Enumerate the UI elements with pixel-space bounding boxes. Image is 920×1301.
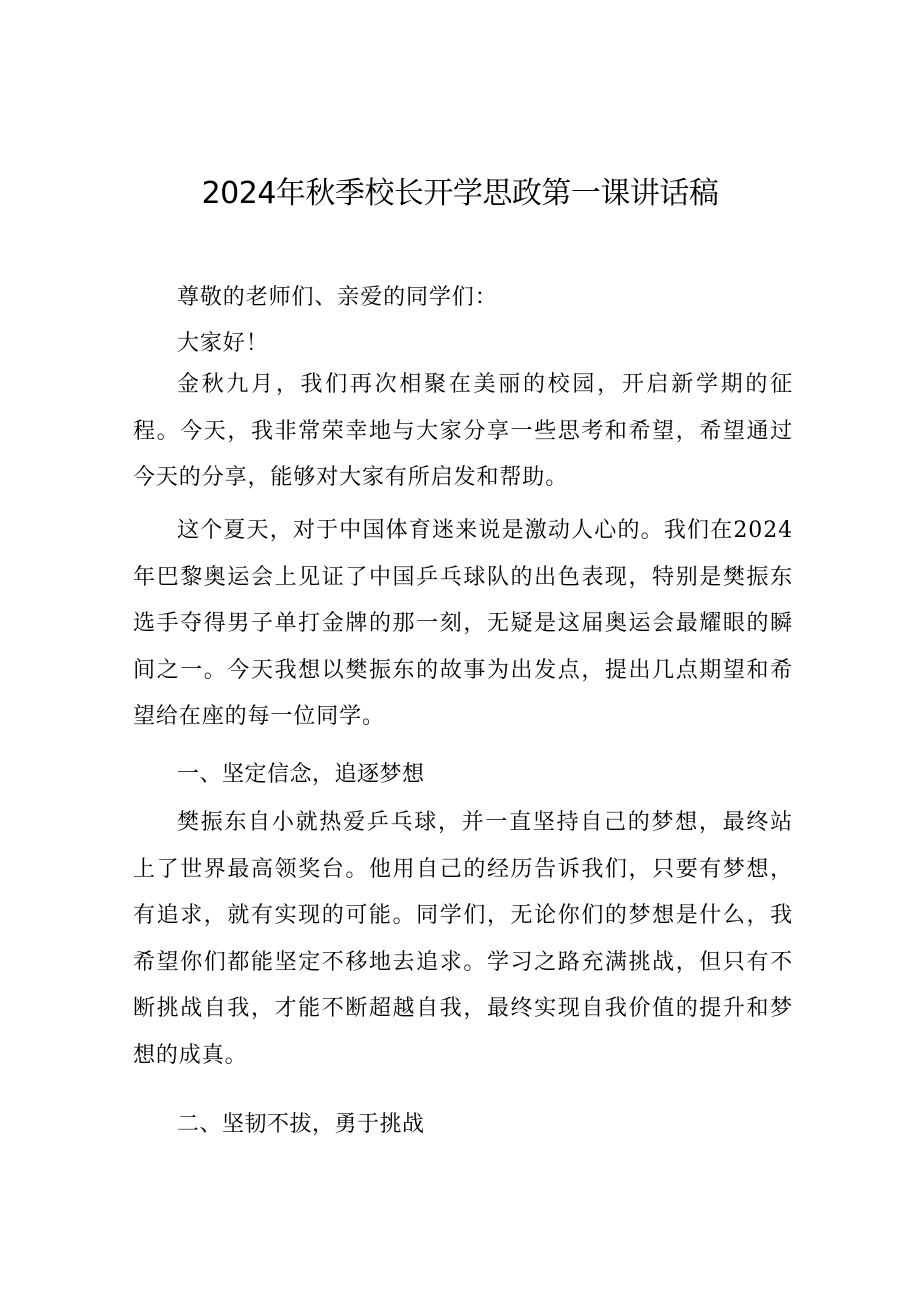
section-heading-2: 二、坚韧不拔，勇于挑战	[177, 1112, 425, 1137]
paragraph-intro: 金秋九月，我们再次相聚在美丽的校园，开启新学期的征程。今天，我非常荣幸地与大家分享一些思考和希望，希望通过今天的分享，能够对大家有所启发和帮助。	[133, 372, 793, 490]
paragraph-olympics: 这个夏天，对于中国体育迷来说是激动人心的。我们在2024年巴黎奥运会上见证了中国乒乓球队的出色表现，特别是樊振东选手夺得男子单打金牌的那一刻，无疑是这届奥运会最耀眼的瞬间之一。今天我想以樊振东的故事为出发点，提出几点期望和希望给在座的每一位同学。	[133, 518, 793, 729]
salutation: 大家好！	[177, 331, 269, 356]
section-1-body: 樊振东自小就热爱乒乓球，并一直坚持自己的梦想，最终站上了世界最高领奖台。他用自己的经历告诉我们，只要有梦想，有追求，就有实现的可能。同学们，无论你们的梦想是什么，我希望你们都能坚定不移地去追求。学习之路充满挑战，但只有不断挑战自我，才能不断超越自我，最终实现自我价值的提升和梦想的成真。	[133, 810, 793, 1068]
greeting: 尊敬的老师们、亲爱的同学们：	[177, 285, 498, 310]
document-title: 2024年秋季校长开学思政第一课讲话稿	[201, 176, 719, 211]
section-heading-1: 一、坚定信念，追逐梦想	[177, 762, 425, 787]
